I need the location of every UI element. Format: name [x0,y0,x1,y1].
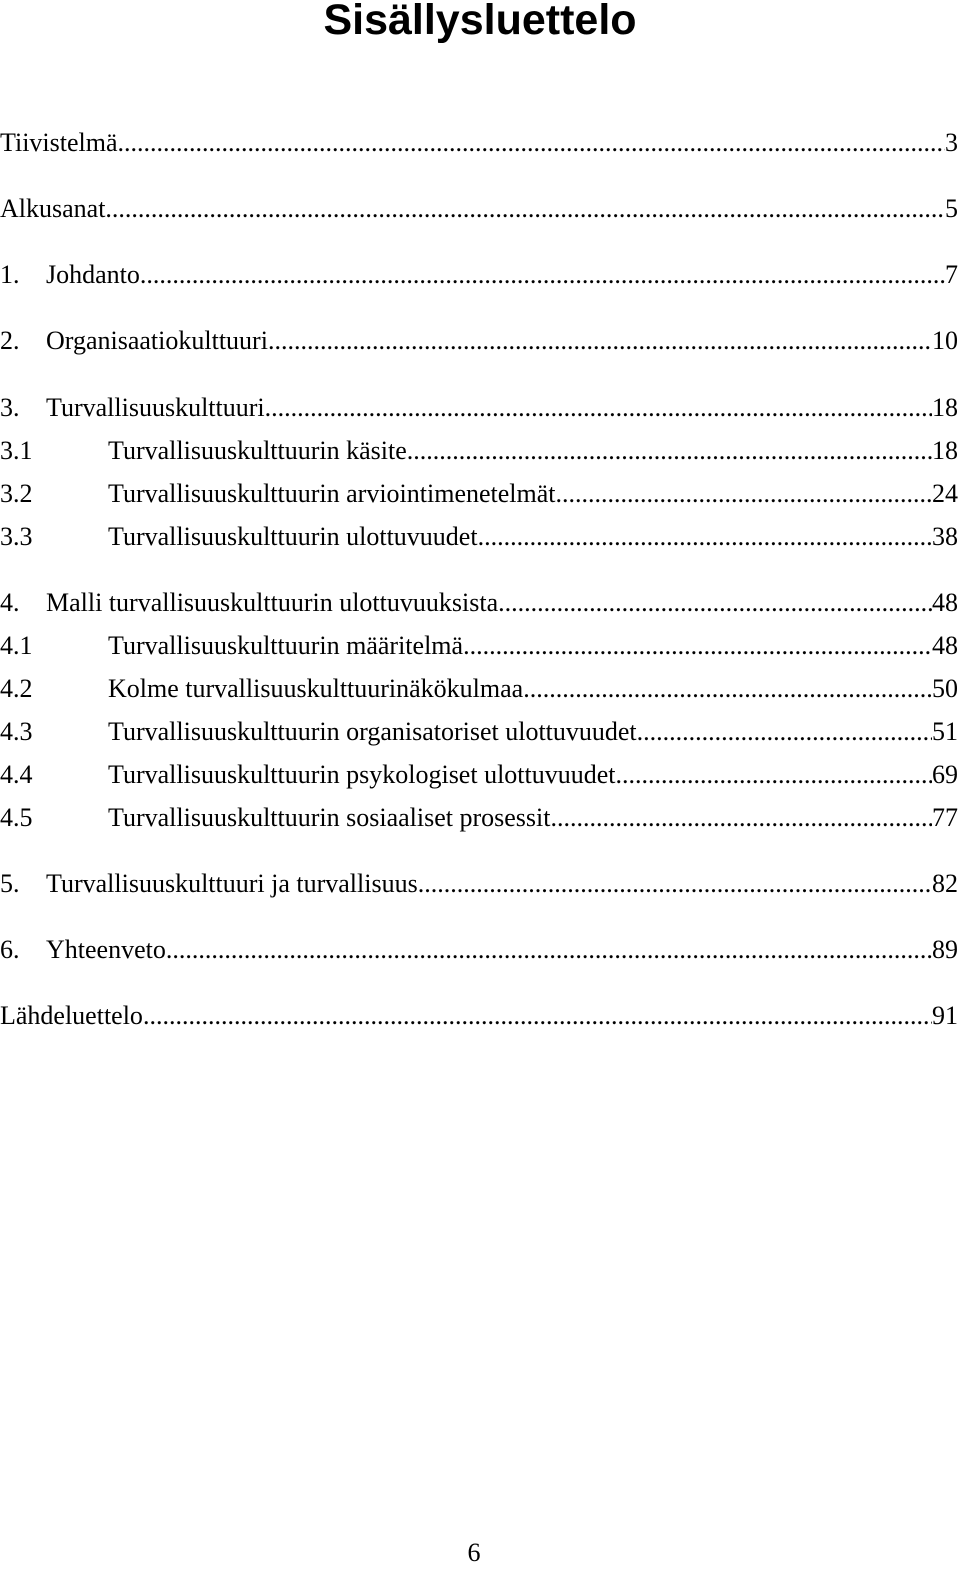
dot-leader [105,192,945,226]
toc-entry-title: Turvallisuuskulttuurin käsite [108,436,407,465]
dot-leader [143,999,932,1033]
toc-entry-title: Turvallisuuskulttuuri ja turvallisuus [46,869,418,898]
dot-leader [418,867,932,901]
toc-entry [0,999,958,1033]
toc-entry-title: Turvallisuuskulttuurin psykologiset ulottuvuudet [108,760,616,789]
toc-entry [0,586,958,620]
dot-leader [166,933,932,967]
dot-leader [556,477,933,511]
dot-leader [551,801,933,835]
toc-entry [0,126,958,160]
dot-leader [140,258,945,292]
toc-entry-number: 4.1 [0,631,33,660]
toc-entry-page: 48 [932,631,958,660]
toc-entry [0,434,958,468]
toc-entry [0,324,958,358]
toc-entry-page: 38 [932,522,958,551]
dot-leader [637,715,932,749]
toc-entry-number: 3. [0,393,20,422]
toc-entry-number: 5. [0,869,20,898]
toc-entry-number: 3.1 [0,436,33,465]
toc-entry-title: Lähdeluettelo [0,1001,143,1030]
toc-entry [0,477,958,511]
page-title: Sisällysluettelo [323,0,637,44]
page-number: 6 [467,1538,481,1567]
toc-entry-page: 48 [932,588,958,617]
toc-entry-title: Johdanto [46,260,140,289]
toc-entry [0,391,958,425]
toc-entry-page: 24 [932,479,958,508]
toc-entry-page: 18 [932,393,958,422]
toc-entry-page: 3 [945,128,958,157]
toc-entry [0,520,958,554]
dot-leader [268,324,932,358]
toc-entry-page: 7 [945,260,958,289]
toc-entry-page: 89 [932,935,958,964]
toc-entry-page: 18 [932,436,958,465]
toc-entry-title: Turvallisuuskulttuurin määritelmä [108,631,464,660]
toc-entry-number: 1. [0,260,20,289]
toc-entry-title: Turvallisuuskulttuurin sosiaaliset prosessit [108,803,551,832]
toc-entry [0,758,958,792]
toc-entry [0,672,958,706]
dot-leader [498,586,932,620]
toc-entry [0,715,958,749]
toc-entry-number: 6. [0,935,20,964]
toc-entry-title: Yhteenveto [46,935,166,964]
toc-entry-number: 4.4 [0,760,33,789]
toc-entry-number: 2. [0,326,20,355]
toc-entry-title: Turvallisuuskulttuuri [46,393,265,422]
toc-entry-number: 3.2 [0,479,33,508]
toc-entry-title: Turvallisuuskulttuurin ulottuvuudet [108,522,478,551]
toc-entry-number: 3.3 [0,522,33,551]
dot-leader [463,629,932,663]
toc-entry-title: Tiivistelmä [0,128,118,157]
toc-entry-title: Organisaatiokulttuuri [46,326,268,355]
toc-entry [0,801,958,835]
toc-entry-page: 69 [932,760,958,789]
toc-entry [0,192,958,226]
dot-leader [265,391,932,425]
toc-entry [0,258,958,292]
dot-leader [118,126,945,160]
toc-entry-number: 4. [0,588,20,617]
toc-entry-page: 51 [932,717,958,746]
toc-entry-number: 4.3 [0,717,33,746]
toc-entry-page: 91 [932,1001,958,1030]
dot-leader [616,758,932,792]
toc-entry-page: 10 [932,326,958,355]
dot-leader [407,434,932,468]
toc-entry [0,933,958,967]
toc-entry-page: 77 [932,803,958,832]
dot-leader [523,672,932,706]
toc-entry-page: 50 [932,674,958,703]
toc-entry [0,629,958,663]
toc-entry-title: Malli turvallisuuskulttuurin ulottuvuuksista [46,588,499,617]
toc-entry-page: 82 [932,869,958,898]
toc-entry [0,867,958,901]
toc-entry-title: Turvallisuuskulttuurin organisatoriset ulottuvuudet [108,717,637,746]
toc-entry-title: Turvallisuuskulttuurin arviointimenetelmät [108,479,556,508]
toc-entry-page: 5 [945,194,958,223]
toc-entry-number: 4.2 [0,674,33,703]
toc-entry-title: Alkusanat [0,194,106,223]
toc-entry-title: Kolme turvallisuuskulttuurinäkökulmaa [108,674,524,703]
toc-entry-number: 4.5 [0,803,33,832]
dot-leader [478,520,932,554]
